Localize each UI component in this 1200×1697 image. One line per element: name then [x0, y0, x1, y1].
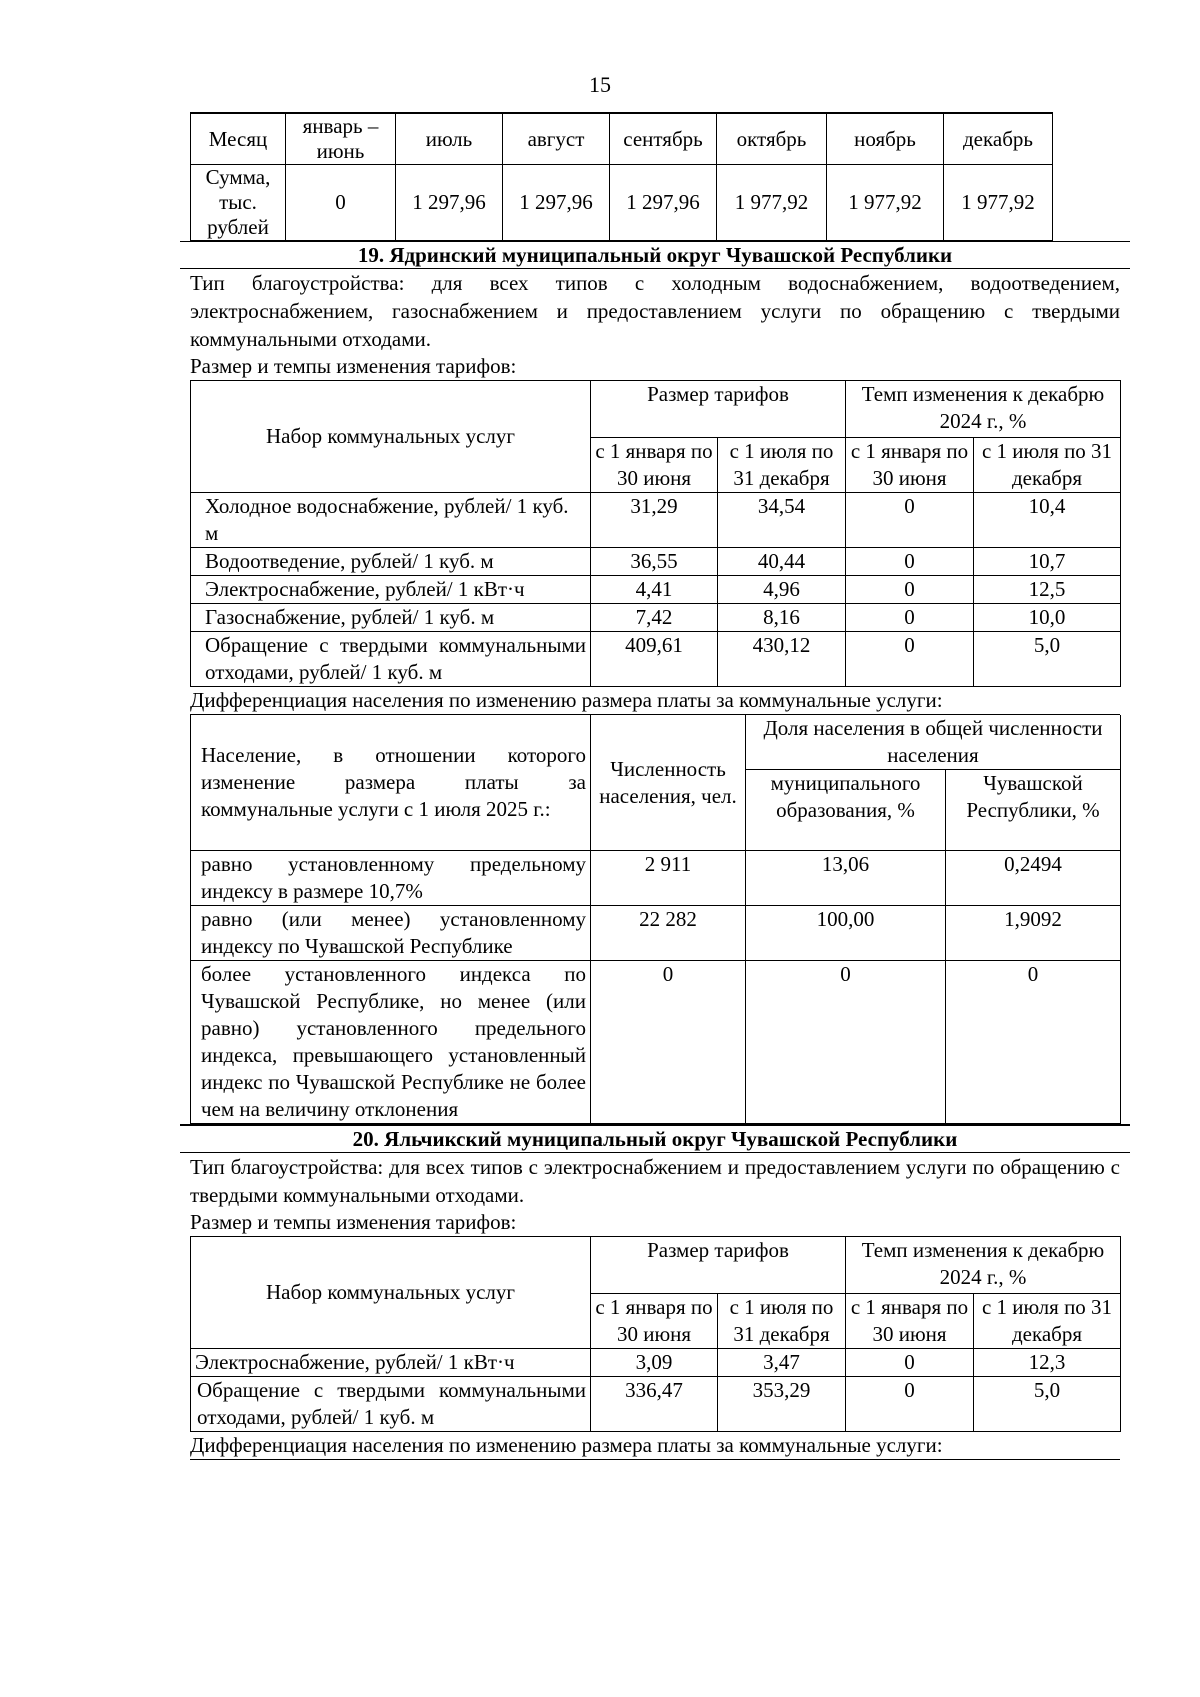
diff-header-share: Доля населения в общей численности населения	[746, 715, 1121, 770]
section-20-type: Тип благоустройства: для всех типов с электроснабжением и предоставлением услуги по обращению с твердыми коммунальными отходами.	[190, 1155, 1120, 1207]
tariff-service: Обращение с твердыми коммунальными отходами, рублей/ 1 куб. м	[191, 1377, 591, 1432]
tariff-header-size: Размер тарифов	[591, 381, 846, 438]
diff-row-municipal: 100,00	[746, 906, 946, 961]
tariff-subheader: с 1 января по 30 июня	[846, 438, 974, 493]
table-row	[191, 604, 1121, 632]
diff-row-municipal: 0	[746, 961, 946, 1124]
document-body	[190, 112, 1120, 1460]
month-cell: январь – июнь	[286, 113, 396, 165]
tariff-header-services: Набор коммунальных услуг	[191, 381, 591, 493]
month-cell: октябрь	[717, 113, 827, 165]
diff-header-population: Население, в отношении которого изменение размера платы за коммунальные услуги с 1 июля 2025 г.:	[191, 715, 591, 851]
diff-row-text: равно установленному предельному индексу в размере 10,7%	[191, 851, 591, 906]
tariff-service: Газоснабжение, рублей/ 1 куб. м	[191, 604, 591, 632]
tariff-service: Обращение с твердыми коммунальными отходами, рублей/ 1 куб. м	[191, 632, 591, 687]
diff-header-municipal: муниципального образования, %	[746, 770, 946, 851]
tariff-value: 10,4	[974, 493, 1121, 548]
table-row	[191, 851, 1121, 906]
tariff-value: 4,96	[718, 576, 846, 604]
tariff-service: Водоотведение, рублей/ 1 куб. м	[191, 548, 591, 576]
tariff-service: Холодное водоснабжение, рублей/ 1 куб. м	[191, 493, 591, 548]
section-19-tariff-table	[190, 380, 1121, 687]
sum-cell: 1 297,96	[503, 165, 610, 241]
diff-row-text: равно (или менее) установленному индексу по Чувашской Республике	[191, 906, 591, 961]
tariff-value: 0	[846, 632, 974, 687]
diff-header-republic: Чувашской Республики, %	[946, 770, 1121, 851]
tariff-value: 8,16	[718, 604, 846, 632]
tariff-value: 5,0	[974, 1377, 1121, 1432]
sum-cell: 1 977,92	[717, 165, 827, 241]
monthly-payment-table	[190, 112, 1053, 241]
table-row	[191, 1349, 1121, 1377]
tariff-value: 40,44	[718, 548, 846, 576]
diff-row-republic: 0	[946, 961, 1121, 1124]
table-row	[191, 493, 1121, 548]
tariff-value: 4,41	[591, 576, 718, 604]
tariff-subheader: с 1 июля по 31 декабря	[718, 1294, 846, 1349]
tariff-value: 5,0	[974, 632, 1121, 687]
tariff-value: 0	[846, 576, 974, 604]
tariff-value: 0	[846, 1349, 974, 1377]
tariff-header-services: Набор коммунальных услуг	[191, 1237, 591, 1349]
diff-row-text: более установленного индекса по Чувашской Республике, но менее (или равно) установленного предельного индекса, превышающего установленный индекс по Чувашской Республике не более чем на величину отклонения	[191, 961, 591, 1124]
tariff-value: 36,55	[591, 548, 718, 576]
section-19-type: Тип благоустройства: для всех типов с холодным водоснабжением, водоотведением, электроснабжением, газоснабжением и предоставлением услуги по обращению с твердыми коммунальными отходами.	[190, 271, 1120, 351]
tariff-service: Электроснабжение, рублей/ 1 кВт·ч	[191, 576, 591, 604]
diff-row-count: 0	[591, 961, 746, 1124]
section-19-title: 19. Ядринский муниципальный округ Чувашской Республики	[180, 241, 1130, 269]
tariff-header-rate: Темп изменения к декабрю 2024 г., %	[846, 381, 1121, 438]
table-row	[191, 548, 1121, 576]
diff-row-municipal: 13,06	[746, 851, 946, 906]
diff-row-republic: 0,2494	[946, 851, 1121, 906]
table-row	[191, 961, 1121, 1124]
month-cell: сентябрь	[610, 113, 717, 165]
table-row	[191, 906, 1121, 961]
tariff-value: 0	[846, 604, 974, 632]
month-cell: июль	[396, 113, 503, 165]
tariff-service: Электроснабжение, рублей/ 1 кВт·ч	[191, 1349, 591, 1377]
tariff-value: 12,3	[974, 1349, 1121, 1377]
tariff-value: 10,0	[974, 604, 1121, 632]
tariff-value: 10,7	[974, 548, 1121, 576]
month-cell: декабрь	[944, 113, 1053, 165]
tariff-header-rate: Темп изменения к декабрю 2024 г., %	[846, 1237, 1121, 1294]
tariff-value: 353,29	[718, 1377, 846, 1432]
section-20-title: 20. Яльчикский муниципальный округ Чувашской Республики	[180, 1124, 1130, 1153]
tariff-value: 430,12	[718, 632, 846, 687]
sum-cell: 1 297,96	[396, 165, 503, 241]
section-19-diff-label: Дифференциация населения по изменению размера платы за коммунальные услуги:	[190, 687, 1120, 715]
tariff-value: 3,09	[591, 1349, 718, 1377]
tariff-value: 0	[846, 548, 974, 576]
tariff-value: 0	[846, 1377, 974, 1432]
tariff-value: 34,54	[718, 493, 846, 548]
tariff-value: 0	[846, 493, 974, 548]
tariff-subheader: с 1 января по 30 июня	[591, 1294, 718, 1349]
month-header-label: Месяц	[191, 113, 286, 165]
sum-cell: 1 977,92	[827, 165, 944, 241]
table-row	[191, 1377, 1121, 1432]
sum-cell: 1 977,92	[944, 165, 1053, 241]
section-19-diff-table	[190, 715, 1121, 1124]
tariff-value: 3,47	[718, 1349, 846, 1377]
table-row	[191, 576, 1121, 604]
page-number: 15	[589, 72, 611, 97]
tariff-subheader: с 1 июля по 31 декабря	[974, 438, 1121, 493]
tariff-subheader: с 1 июля по 31 декабря	[974, 1294, 1121, 1349]
tariff-subheader: с 1 января по 30 июня	[591, 438, 718, 493]
tariff-value: 12,5	[974, 576, 1121, 604]
month-cell: ноябрь	[827, 113, 944, 165]
tariff-value: 409,61	[591, 632, 718, 687]
table-row	[191, 632, 1121, 687]
section-20-tariffs-label: Размер и темпы изменения тарифов:	[190, 1210, 517, 1234]
month-cell: август	[503, 113, 610, 165]
tariff-value: 7,42	[591, 604, 718, 632]
tariff-value: 336,47	[591, 1377, 718, 1432]
tariff-header-size: Размер тарифов	[591, 1237, 846, 1294]
diff-row-count: 22 282	[591, 906, 746, 961]
tariff-subheader: с 1 января по 30 июня	[846, 1294, 974, 1349]
tariff-value: 31,29	[591, 493, 718, 548]
section-20-tariff-table	[190, 1236, 1121, 1432]
section-19-tariffs-label: Размер и темпы изменения тарифов:	[190, 354, 517, 378]
sum-row-label: Сумма, тыс. рублей	[191, 165, 286, 241]
diff-row-count: 2 911	[591, 851, 746, 906]
sum-cell: 0	[286, 165, 396, 241]
diff-row-republic: 1,9092	[946, 906, 1121, 961]
sum-cell: 1 297,96	[610, 165, 717, 241]
section-20-diff-label: Дифференциация населения по изменению размера платы за коммунальные услуги:	[190, 1432, 1120, 1460]
diff-header-count: Численность населения, чел.	[591, 715, 746, 851]
tariff-subheader: с 1 июля по 31 декабря	[718, 438, 846, 493]
